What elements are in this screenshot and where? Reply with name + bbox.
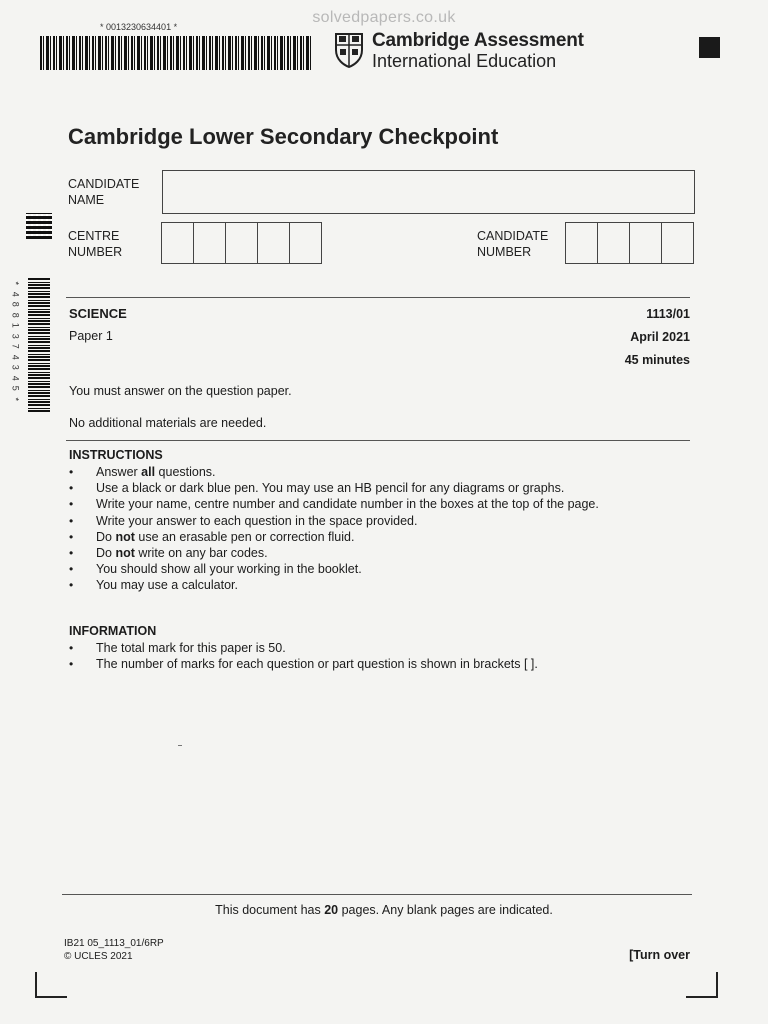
list-item: [69, 545, 599, 561]
digit-box[interactable]: [257, 222, 290, 264]
list-item: [69, 480, 599, 496]
page-count: 20: [324, 903, 339, 917]
label-line: NUMBER: [68, 245, 123, 259]
list-item: [69, 656, 538, 672]
label-line: CANDIDATE: [68, 177, 140, 191]
centre-number-label: [68, 228, 122, 260]
side-digit: 5: [10, 385, 21, 391]
note-answer-on-paper: You must answer on the question paper.: [69, 384, 292, 398]
exam-date: April 2021: [630, 330, 690, 344]
list-item: [69, 529, 599, 545]
digit-box[interactable]: [225, 222, 258, 264]
side-digit: *: [10, 396, 21, 401]
divider: [66, 297, 690, 298]
side-digit: 7: [10, 343, 21, 349]
text: write on any bar codes.: [134, 546, 268, 561]
page-count-note: [0, 903, 768, 917]
side-digit: 8: [10, 312, 21, 318]
text: You should show all your working in the booklet.: [96, 562, 362, 577]
side-digit: 3: [10, 364, 21, 370]
side-digit: 4: [10, 375, 21, 381]
candidate-name-field[interactable]: [162, 170, 695, 214]
digit-box[interactable]: [597, 222, 630, 264]
text: Use a black or dark blue pen. You may use an HB pencil for any diagrams or graphs.: [96, 481, 565, 496]
side-barcode-digits: [8, 278, 22, 404]
top-barcode: [40, 36, 312, 70]
information-list: [69, 640, 538, 672]
divider: [62, 894, 692, 895]
side-digit: 3: [10, 333, 21, 339]
side-barcode: [28, 278, 50, 412]
emphasis: all: [141, 465, 156, 479]
text: This document has: [215, 903, 325, 917]
digit-box[interactable]: [661, 222, 694, 264]
label-line: CENTRE: [68, 229, 120, 243]
logo-line-2: International Education: [372, 51, 557, 71]
paper-label: Paper 1: [69, 329, 113, 343]
exam-duration: 45 minutes: [624, 353, 690, 367]
text: use an erasable pen or correction fluid.: [134, 529, 355, 544]
corner-mark-right: [686, 972, 718, 998]
instructions-list: [69, 464, 599, 594]
cambridge-crest-icon: [334, 32, 364, 68]
copyright: © UCLES 2021: [64, 950, 133, 962]
paper-code: 1113/01: [646, 307, 690, 321]
label-line: CANDIDATE: [477, 229, 549, 243]
text: The total mark for this paper is 50.: [96, 641, 286, 655]
text: Write your name, centre number and candidate number in the boxes at the top of the page.: [96, 497, 599, 512]
information-heading: INFORMATION: [69, 624, 157, 638]
candidate-name-label: [68, 176, 139, 208]
watermark-text: solvedpapers.co.uk: [312, 9, 456, 26]
candidate-number-label: [477, 228, 548, 260]
text: questions.: [155, 465, 216, 479]
barcode-number: * 0013230634401 *: [100, 22, 178, 32]
text: Do: [96, 546, 116, 561]
corner-mark-left: [35, 972, 67, 998]
list-item: [69, 464, 599, 480]
stray-mark: [178, 745, 182, 746]
note-no-materials: No additional materials are needed.: [69, 416, 267, 430]
side-digit: 4: [10, 291, 21, 297]
instructions-heading: INSTRUCTIONS: [69, 448, 163, 462]
text: You may use a calculator.: [96, 578, 238, 593]
emphasis: not: [115, 546, 135, 561]
text: Answer: [96, 465, 142, 479]
page-title: Cambridge Lower Secondary Checkpoint: [68, 124, 499, 149]
side-digit: *: [10, 281, 21, 285]
digit-box[interactable]: [193, 222, 226, 264]
digit-box[interactable]: [289, 222, 322, 264]
digit-box[interactable]: [161, 222, 194, 264]
text: pages. Any blank pages are indicated.: [338, 903, 553, 917]
qr-code: [26, 213, 52, 239]
emphasis: not: [115, 529, 135, 544]
text: The number of marks for each question or part question is shown in brackets [ ].: [96, 657, 538, 672]
text: Write your answer to each question in the space provided.: [96, 513, 418, 528]
list-item: [69, 577, 599, 593]
list-item: [69, 513, 599, 529]
logo-line-1: Cambridge Assessment: [372, 30, 584, 51]
divider: [66, 440, 690, 441]
document-reference: [64, 938, 164, 963]
side-digit: 4: [10, 354, 21, 360]
digit-box[interactable]: [629, 222, 662, 264]
label-line: NAME: [68, 193, 105, 207]
digit-box[interactable]: [565, 222, 598, 264]
candidate-number-field[interactable]: [566, 222, 694, 264]
side-digit: 1: [10, 322, 21, 328]
registration-square: [699, 37, 720, 58]
text: Do: [96, 529, 116, 544]
turn-over-label: [Turn over: [629, 948, 690, 962]
centre-number-field[interactable]: [162, 222, 322, 264]
list-item: [69, 640, 538, 656]
list-item: [69, 561, 599, 577]
side-digit: 8: [10, 301, 21, 307]
list-item: [69, 496, 599, 512]
label-line: NUMBER: [477, 245, 532, 259]
ref-code: IB21 05_1113_01/6RP: [64, 938, 164, 949]
subject: SCIENCE: [69, 306, 127, 321]
